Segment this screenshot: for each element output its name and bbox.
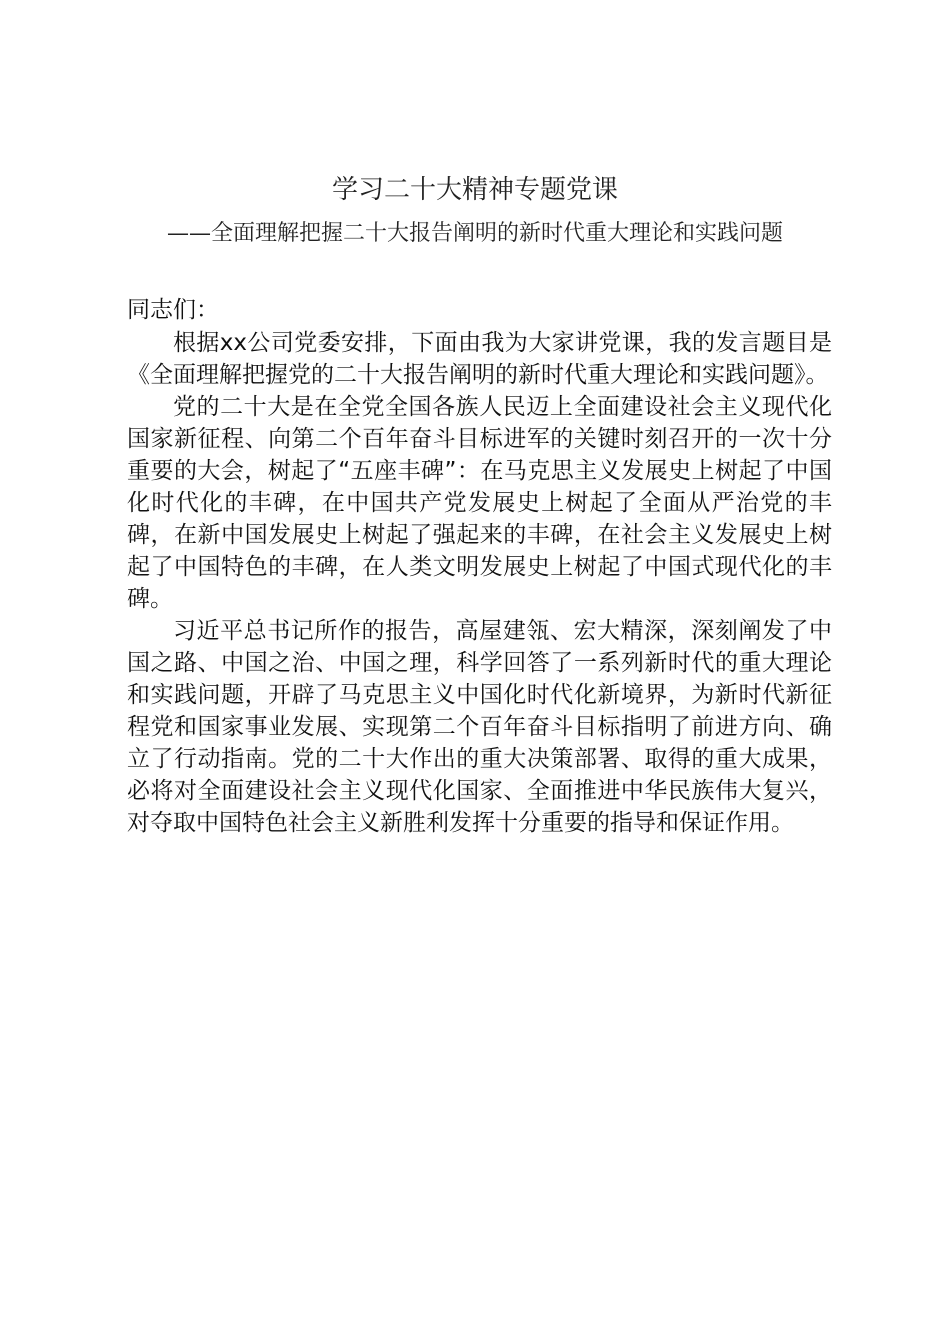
- salutation: 同志们：: [127, 297, 219, 323]
- paragraph-1: 根据xx公司党委安排，下面由我为大家讲党课，我的发言题目是《全面理解把握党的二十大报告阐明的新时代重大理论和实践问题》。: [127, 330, 832, 388]
- document-subtitle: ——全面理解把握二十大报告阐明的新时代重大理论和实践问题: [166, 221, 783, 246]
- paragraph-2: 党的二十大是在全党全国各族人民迈上全面建设社会主义现代化国家新征程、向第二个百年奋斗目标进军的关键时刻召开的一次十分重要的大会，树起了“五座丰碑”：在马克思主义发展史上树起了中国化时代化的丰碑，在中国共产党发展史上树起了全面从严治党的丰碑，在新中国发展史上树起了强起来的丰碑，在社会主义发展史上树起了中国特色的丰碑，在人类文明发展史上树起了中国式现代化的丰碑。: [127, 394, 832, 612]
- document-body: [127, 294, 832, 839]
- paragraph-3: 习近平总书记所作的报告，高屋建瓴、宏大精深，深刻阐发了中国之路、中国之治、中国之理，科学回答了一系列新时代的重大理论和实践问题，开辟了马克思主义中国化时代化新境界，为新时代新征程党和国家事业发展、实现第二个百年奋斗目标指明了前进方向、确立了行动指南。党的二十大作出的重大决策部署、取得的重大成果，必将对全面建设社会主义现代化国家、全面推进中华民族伟大复兴，对夺取中国特色社会主义新胜利发挥十分重要的指导和保证作用。: [127, 618, 832, 836]
- document-title: 学习二十大精神专题党课: [331, 175, 618, 205]
